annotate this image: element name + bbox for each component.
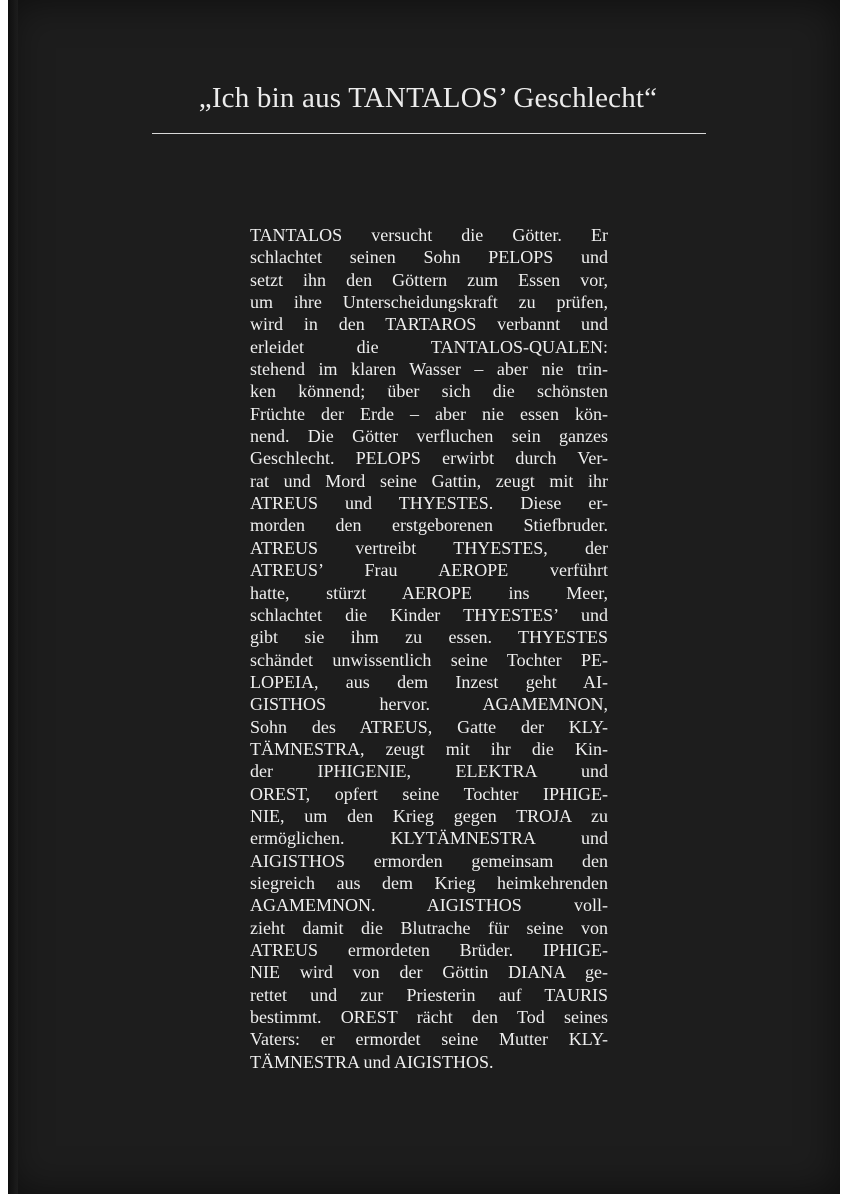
text-line: rettet und zur Priesterin auf TAURIS [250, 984, 608, 1005]
text-line: TÄMNESTRA, zeugt mit ihr die Kin- [250, 738, 608, 759]
text-line: schlachtet die Kinder THYESTES’ und [250, 604, 608, 625]
text-line: um ihre Unterscheidungskraft zu prüfen, [250, 292, 608, 313]
text-line: Vaters: er ermordet seine Mutter KLY- [250, 1029, 608, 1050]
booklet-page [8, 0, 840, 1194]
text-line: ken könnend; über sich die schönsten [250, 381, 608, 402]
text-line: nend. Die Götter verfluchen sein ganzes [250, 426, 608, 447]
text-line: erleidet die TANTALOS-QUALEN: [250, 336, 608, 357]
text-line: GISTHOS hervor. AGAMEMNON, [250, 694, 608, 715]
text-line: hatte, stürzt AEROPE ins Meer, [250, 582, 608, 603]
title-rule [152, 133, 706, 134]
text-line: AIGISTHOS ermorden gemeinsam den [250, 850, 608, 871]
body-paragraph [250, 224, 608, 1073]
page-title: „Ich bin aus TANTALOS’ Geschlecht“ [198, 82, 658, 114]
text-line: LOPEIA, aus dem Inzest geht AI- [250, 671, 608, 692]
text-line: siegreich aus dem Krieg heimkehrenden [250, 872, 608, 893]
text-line: gibt sie ihm zu essen. THYESTES [250, 627, 608, 648]
page-spine-shadow [8, 0, 18, 1194]
text-line: wird in den TARTAROS verbannt und [250, 314, 608, 335]
text-line: NIE wird von der Göttin DIANA ge- [250, 962, 608, 983]
text-line: ATREUS vertreibt THYESTES, der [250, 537, 608, 558]
text-line: schlachtet seinen Sohn PELOPS und [250, 247, 608, 268]
text-line: ATREUS und THYESTES. Diese er- [250, 493, 608, 514]
text-line: morden den erstgeborenen Stiefbruder. [250, 515, 608, 536]
text-line: Sohn des ATREUS, Gatte der KLY- [250, 716, 608, 737]
text-line: Früchte der Erde – aber nie essen kön- [250, 403, 608, 424]
text-line: ermöglichen. KLYTÄMNESTRA und [250, 828, 608, 849]
text-line: ATREUS’ Frau AEROPE verführt [250, 560, 608, 581]
text-line: Geschlecht. PELOPS erwirbt durch Ver- [250, 448, 608, 469]
text-line: TÄMNESTRA und AIGISTHOS. [250, 1051, 494, 1072]
text-line: ATREUS ermordeten Brüder. IPHIGE- [250, 940, 608, 960]
text-line: OREST, opfert seine Tochter IPHIGE- [250, 783, 608, 804]
text-line: stehend im klaren Wasser – aber nie trin- [250, 359, 608, 380]
text-line: der IPHIGENIE, ELEKTRA und [250, 761, 608, 782]
text-line: NIE, um den Krieg gegen TROJA zu [250, 805, 608, 826]
text-line: schändet unwissentlich seine Tochter PE- [250, 649, 608, 670]
text-line: TANTALOS versucht die Götter. Er [250, 225, 608, 245]
text-line: bestimmt. OREST rächt den Tod seines [250, 1007, 608, 1028]
text-line: rat und Mord seine Gattin, zeugt mit ihr [250, 470, 608, 491]
text-line: AGAMEMNON. AIGISTHOS voll- [250, 895, 608, 916]
text-line: setzt ihn den Göttern zum Essen vor, [250, 269, 608, 290]
text-line: zieht damit die Blutrache für seine von [250, 917, 608, 938]
